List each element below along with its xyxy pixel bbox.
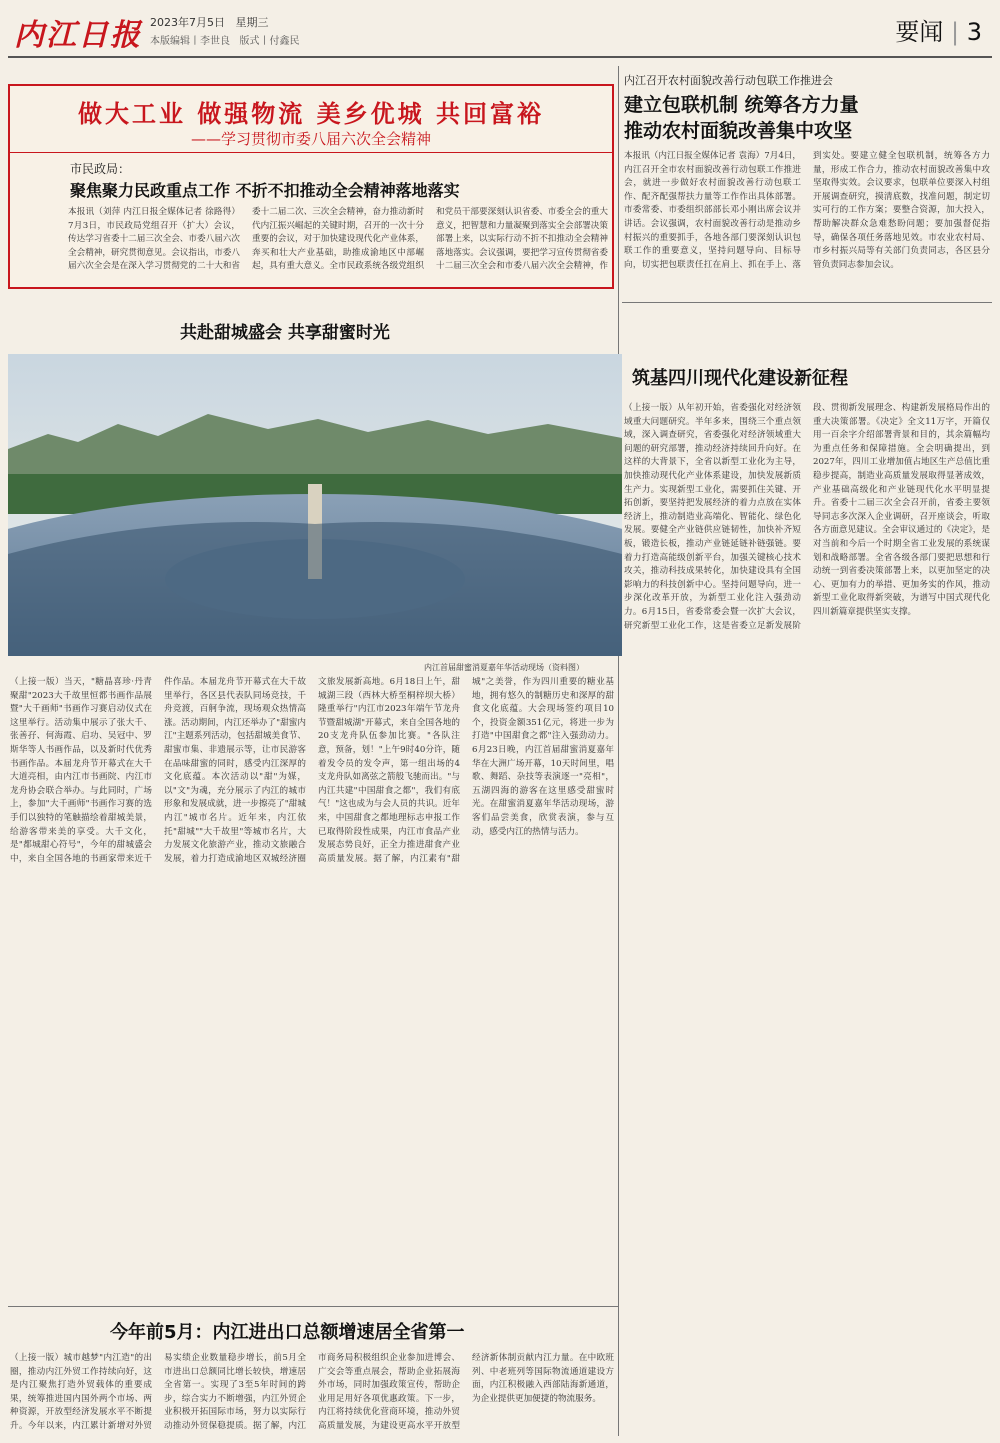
banner-title: 做大工业 做强物流 美乡优城 共回富裕 (77, 100, 545, 128)
banner-box (8, 84, 614, 289)
article1-body: 本报讯（刘萍 内江日报全媒体记者 徐路得）7月3日，市民政局党组召开（扩大）会议，传达学习省委十二届三次全会、市委八届六次全会精神，研究贯彻意见。会议指出，市委八届六次全会是在深入学习贯彻党的二十大和省委十二届二次、三次全会精神，奋力推动新时代内江振兴崛起的关键时期，召开的一次十分重要的会议，对于加快建设现代化产业体系，奔买和壮大产业基础，助推成渝地区中部崛起，具有重大意义。全市民政系统各级党组织和党员干部要深刻认识省委、市委全会的重大意义，把智慧和力量凝聚到落实全会部署决策部署上来，以实际行动不折不扣推动全会精神落地落实。会议强调，要把学习宣传贯彻省委十二届三次全会和市委八届六次全会精神，作 (68, 207, 608, 272)
article4-headline: 筑基四川现代化建设新征程 (632, 368, 848, 389)
article1-headline: 聚焦聚力民政重点工作 不折不扣推动全会精神落地落实 (70, 181, 460, 200)
date: 2023年7月5日 (150, 16, 225, 29)
article4-block (622, 302, 992, 1434)
article1-kicker: 市民政局： (70, 162, 131, 176)
event-photo-image (8, 354, 622, 656)
article2-kicker: 内江召开农村面貌改善行动包联工作推进会 (624, 74, 833, 87)
editor-credit: 本版编辑丨李世良 (150, 36, 230, 47)
masthead-rule (8, 56, 992, 58)
page-number: 3 (966, 18, 982, 46)
banner-subtitle: ——学习贯彻市委八届六次全会精神 (190, 130, 431, 148)
photo-caption: 内江首届甜蜜消夏嘉年华活动现场（资料图） (424, 663, 584, 672)
layout-credit: 版式丨付鑫民 (239, 36, 300, 47)
article3-body: （上接一版）当天，"糖晶喜珍·丹青聚甜"2023大千故里恒都书画作品展暨"大千画师"书画作习赛启动仪式在这里举行。活动集中展示了张大千、张善孖、何海霞、启功、吴冠中、罗斯华等人书画作品，以及新时代优秀书画作品。本届龙舟节开幕式在大千大道亮相，由内江市书画院、内江市龙舟协会联合举办。与此同时，广场上，参加"大千画师"书画作习赛的选手们以独特的笔触描绘着甜城美景，给游客带来美的享受。大千文化，是"都城甜心符号"，今年的甜城盛会中，来自全国各地的书画家带来近千件作品。本届龙舟节开幕式在大千故里举行，各区县代表队同场竞技，千舟竞渡，百舸争流，现场观众热情高涨。活动期间，内江还举办了"甜蜜内江"主题系列活动，包括甜城美食节、甜蜜市集、非遗展示等，让市民游客在品味甜蜜的同时，感受内江深厚的文化底蕴。本次活动以"甜"为媒，以"文"为魂，充分展示了内江的城市形象和发展成就，进一步擦亮了"甜城内江"城市名片。近年来，内江依托"甜城""大千故里"等城市名片，大力发展文化旅游产业，推动文旅融合发展，着力打造成渝地区双城经济圈文旅发展新高地。6月18日上午，甜城湖三段（西林大桥至桐梓坝大桥）隆重举行"内江市2023年端午节龙舟节暨甜城湖"开幕式，来自全国各地的20支龙舟队伍参加比赛。"各队注意，预备，划！"上午9时40分许，随着发令员的发令声，第一组出场的4支龙舟队如离弦之箭般飞驰而出。"与内江共建"中国甜食之都"，我们有底气！"这也成为与会人员的共识。近年来，中国甜食之都地理标志申报工作已取得阶段性成果，内江市食品产业发展态势良好，正全力推进甜食产业高质量发展。据了解，内江素有"甜城"之美誉，作为四川重要的糖业基地，拥有悠久的制糖历史和深厚的甜食文化底蕴。大会现场签约项目10个，投资金额351亿元，将进一步为打造"中国甜食之都"注入强劲动力。6月23日晚，内江首届甜蜜消夏嘉年华在大洲广场开幕，10天时间里，唱歌、舞蹈、杂技等表演逐一"亮相"，五湖四海的游客在这里感受甜蜜时光。在甜蜜消夏嘉年华活动现场，游客们品尝美食，欣赏表演，参与互动，感受内江的热情与活力。 (10, 677, 614, 864)
section-name: 要闻 (895, 18, 944, 46)
article5-top-rule (8, 1306, 618, 1307)
photo-headline: 共赴甜城盛会 共享甜蜜时光 (180, 323, 390, 343)
article2-block (622, 66, 992, 298)
article5-body: （上接一版）城市越梦"内江造"的出圈，推动内江外贸工作持续向好，这是内江聚焦打造外贸载体的重要成果，统筹推进国内国外两个市场、两种资源，开放型经济发展水平不断提升。今年以来，内江累计新增对外贸易实绩企业数量稳步增长，前5月全市进出口总额同比增长较快，增速居全省第一。实现了3至5年时间的跨步，综合实力不断增强，内江外贸企业积极开拓国际市场，努力以实际行动推动外贸保稳提质。据了解，内江市商务局积极组织企业参加进博会、广交会等重点展会，帮助企业拓展海外市场，同时加强政策宣传，帮助企业用足用好各项优惠政策。下一步，内江将持续优化营商环境，推动外贸高质量发展，为建设更高水平开放型经济新体制贡献内江力量。在中欧班列、中老班列等国际物流通道建设方面，内江积极融入西部陆海新通道，为企业提供更加便捷的物流服务。 (10, 1353, 614, 1431)
masthead-logo: 内江日报 (14, 18, 142, 53)
article2-headline-1: 建立包联机制 统筹各方力量 (624, 94, 859, 116)
section-label: 要闻 | 3 (895, 18, 982, 46)
article5-headline: 今年前5月：内江进出口总额增速居全省第一 (110, 1322, 465, 1343)
article2-headline-2: 推动农村面貌改善集中攻坚 (624, 120, 853, 142)
banner-divider (10, 152, 612, 153)
article4-body: （上接一版）从年初开始，省委强化对经济领域重大问题研究。半年多来，围绕三个重点领域，深入调查研究，省委强化对经济领域重大问题的研究部署，推动经济持续回升向好。在这样的大背景下，全省以新型工业化为主导，加快推动现代化产业体系建设，加快发展新质生产力。实现新型工业化，需要抓住关键、开拓创新，要坚持把发展经济的着力点放在实体经济上，推动制造业高端化、智能化、绿色化发展。要健全产业链供应链韧性，加快补齐短板，锻造长板，推动产业链延链补链强链。要着力打造高能级创新平台，加强关键核心技术攻关，推动科技成果转化，加快建设具有全国影响力的科技创新中心。坚持问题导向，进一步深化改革开放，为新型工业化注入强劲动力。6月15日，省委常委会暨一次扩大会议，研究新型工业化工作，这是省委立足新发展阶段、贯彻新发展理念、构建新发展格局作出的重大决策部署。《决定》全文11万字，开篇仅用一百余字介绍部署背景和目的，其余篇幅均为重点任务和保障措施。全会明确提出，到2027年，四川工业增加值占地区生产总值比重稳步提高，制造业高质量发展取得显著成效，产业基础高级化和产业链现代化水平明显提升。省委十二届三次全会召开前，省委主要领导同志多次深入企业调研，召开座谈会，听取各方面意见建议。全会审议通过的《决定》，是对当前和今后一个时期全省工业发展的系统谋划和战略部署。全省各级各部门要把思想和行动统一到省委决策部署上来，以更加坚定的决心、更加有力的举措、更加务实的作风，推动新型工业化取得新突破，为谱写中国式现代化四川新篇章提供坚实支撑。 (624, 403, 990, 631)
weekday: 星期三 (235, 16, 269, 29)
masthead-date (150, 14, 269, 30)
article2-body: 本报讯（内江日报全媒体记者 袁海）7月4日，内江召开全市农村面貌改善行动包联工作推进会，就进一步做好农村面貌改善行动包联工作、配齐配强帮扶力量等工作作出具体部署。市委常委、市委组织部部长邓小刚出席会议并讲话。会议强调，农村面貌改善行动是推动乡村振兴的重要抓手，各地各部门要深刻认识包联工作的重要意义，坚持问题导向、目标导向，切实把包联责任扛在肩上、抓在手上、落到实处。要建立健全包联机制，统筹各方力量，形成工作合力，推动农村面貌改善集中攻坚取得实效。会议要求，包联单位要深入村组开展调查研究，摸清底数，找准问题，制定切实可行的工作方案；要整合资源，加大投入，帮助解决群众急难愁盼问题；要加强督促指导，确保各项任务落地见效。市农业农村局、市乡村振兴局等有关部门负责同志，各区县分管负责同志参加会议。 (624, 151, 990, 270)
event-photo (8, 354, 622, 656)
column-divider (618, 66, 619, 1436)
masthead-credits (150, 32, 300, 47)
article4-top-rule (622, 302, 992, 303)
